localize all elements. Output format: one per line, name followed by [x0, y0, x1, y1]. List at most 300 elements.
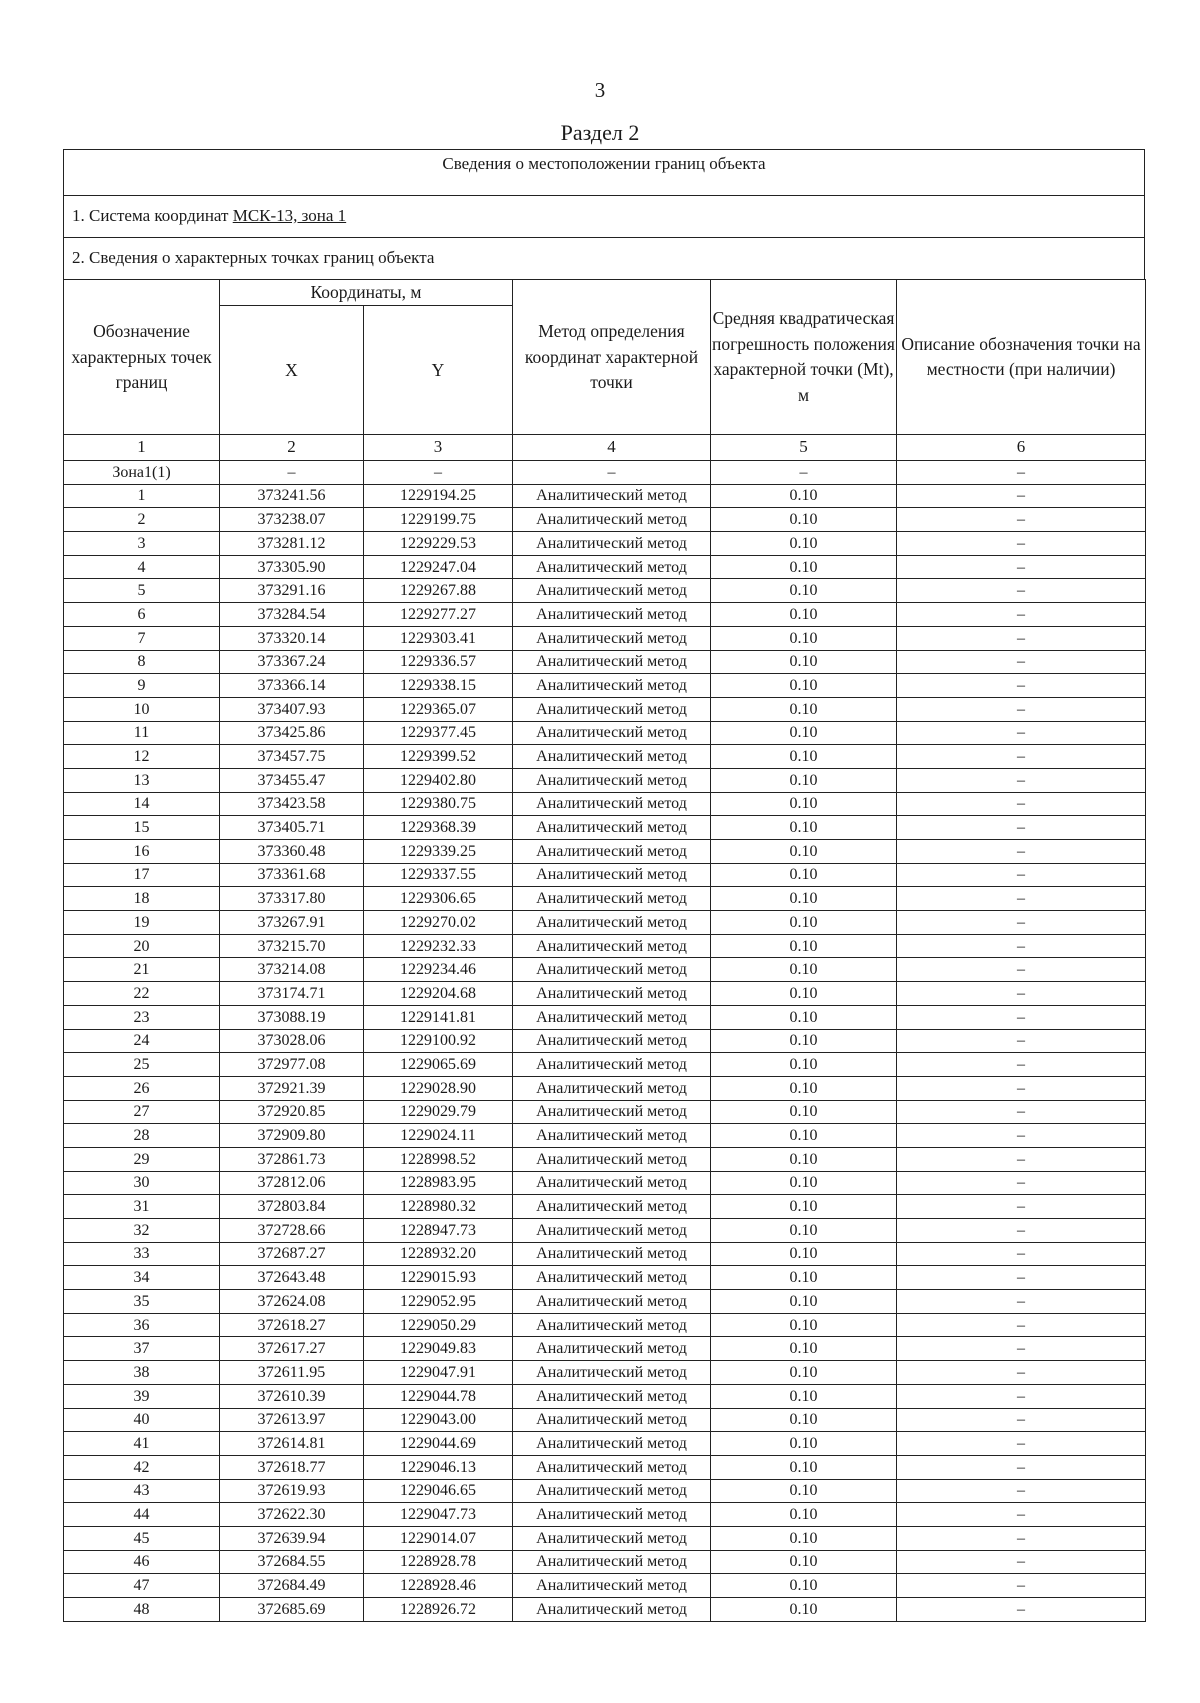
error-cell: 0.10 [711, 697, 897, 721]
table-row [64, 1361, 1146, 1385]
description-cell: – [897, 579, 1146, 603]
table-row [64, 1242, 1146, 1266]
error-cell: 0.10 [711, 650, 897, 674]
x-cell: 373317.80 [220, 887, 364, 911]
error-cell: 0.10 [711, 508, 897, 532]
y-cell: 1229194.25 [364, 484, 513, 508]
description-cell: – [897, 1100, 1146, 1124]
x-cell: 373028.06 [220, 1029, 364, 1053]
method-cell: Аналитический метод [513, 1053, 711, 1077]
y-cell: 1229399.52 [364, 745, 513, 769]
method-cell: Аналитический метод [513, 1005, 711, 1029]
y-cell: 1229365.07 [364, 697, 513, 721]
y-cell: 1229277.27 [364, 603, 513, 627]
x-cell: 373241.56 [220, 484, 364, 508]
point-id-cell: 3 [64, 532, 220, 556]
method-cell: Аналитический метод [513, 911, 711, 935]
table-row [64, 1432, 1146, 1456]
point-id-cell: 18 [64, 887, 220, 911]
method-cell: Аналитический метод [513, 1171, 711, 1195]
x-cell: 373407.93 [220, 697, 364, 721]
y-cell: 1229380.75 [364, 792, 513, 816]
table-row [64, 603, 1146, 627]
description-cell: – [897, 768, 1146, 792]
method-cell: Аналитический метод [513, 816, 711, 840]
point-id-cell: 10 [64, 697, 220, 721]
table-row [64, 768, 1146, 792]
error-cell: 0.10 [711, 1242, 897, 1266]
error-cell: 0.10 [711, 626, 897, 650]
description-cell: – [897, 1266, 1146, 1290]
error-cell: 0.10 [711, 1526, 897, 1550]
y-cell: 1228932.20 [364, 1242, 513, 1266]
y-cell: 1229046.65 [364, 1479, 513, 1503]
description-cell: – [897, 1455, 1146, 1479]
y-cell: 1229024.11 [364, 1124, 513, 1148]
point-id-cell: 6 [64, 603, 220, 627]
table-row [64, 1005, 1146, 1029]
point-id-cell: 23 [64, 1005, 220, 1029]
table-row [64, 1076, 1146, 1100]
error-cell: 0.10 [711, 1219, 897, 1243]
description-cell: – [897, 1029, 1146, 1053]
error-cell: 0.10 [711, 484, 897, 508]
y-cell: 1229049.83 [364, 1337, 513, 1361]
error-cell: 0.10 [711, 1124, 897, 1148]
point-id-cell: 34 [64, 1266, 220, 1290]
x-cell: 372622.30 [220, 1503, 364, 1527]
method-cell: Аналитический метод [513, 1313, 711, 1337]
point-id-cell: 46 [64, 1550, 220, 1574]
method-cell: Аналитический метод [513, 1100, 711, 1124]
method-cell: Аналитический метод [513, 934, 711, 958]
description-cell: – [897, 484, 1146, 508]
col-header-x: X [220, 306, 364, 435]
y-cell: 1229339.25 [364, 840, 513, 864]
col-header-y: Y [364, 306, 513, 435]
x-cell: 373457.75 [220, 745, 364, 769]
points-table [63, 279, 1146, 1622]
method-cell: Аналитический метод [513, 745, 711, 769]
point-id-cell: 11 [64, 721, 220, 745]
x-cell: 373281.12 [220, 532, 364, 556]
point-id-cell: 44 [64, 1503, 220, 1527]
y-cell: 1229267.88 [364, 579, 513, 603]
description-cell: – [897, 555, 1146, 579]
x-cell: 373320.14 [220, 626, 364, 650]
col-number: 2 [220, 435, 364, 461]
y-cell: 1229028.90 [364, 1076, 513, 1100]
method-cell: Аналитический метод [513, 484, 711, 508]
description-cell: – [897, 1384, 1146, 1408]
y-cell: 1229047.91 [364, 1361, 513, 1385]
point-id-cell: 41 [64, 1432, 220, 1456]
description-cell: – [897, 508, 1146, 532]
point-id-cell: 47 [64, 1574, 220, 1598]
point-id-cell: 35 [64, 1290, 220, 1314]
point-id-cell: 7 [64, 626, 220, 650]
table-row [64, 887, 1146, 911]
zone-row [64, 461, 1146, 485]
method-cell: Аналитический метод [513, 863, 711, 887]
method-cell: Аналитический метод [513, 674, 711, 698]
point-id-cell: 30 [64, 1171, 220, 1195]
table-title: Сведения о местоположении границ объекта [64, 150, 1144, 196]
error-cell: 0.10 [711, 887, 897, 911]
error-cell: 0.10 [711, 1598, 897, 1622]
y-cell: 1229052.95 [364, 1290, 513, 1314]
y-cell: 1229337.55 [364, 863, 513, 887]
description-cell: – [897, 721, 1146, 745]
y-cell: 1229402.80 [364, 768, 513, 792]
y-cell: 1228926.72 [364, 1598, 513, 1622]
error-cell: 0.10 [711, 1029, 897, 1053]
y-cell: 1229141.81 [364, 1005, 513, 1029]
description-cell: – [897, 1290, 1146, 1314]
point-id-cell: 21 [64, 958, 220, 982]
method-cell: Аналитический метод [513, 555, 711, 579]
table-row [64, 1124, 1146, 1148]
description-cell: – [897, 674, 1146, 698]
error-cell: 0.10 [711, 1147, 897, 1171]
y-cell: 1229303.41 [364, 626, 513, 650]
point-id-cell: 48 [64, 1598, 220, 1622]
table-row [64, 1408, 1146, 1432]
x-cell: 372803.84 [220, 1195, 364, 1219]
section-header-frame [63, 149, 1145, 280]
table-row [64, 982, 1146, 1006]
error-cell: 0.10 [711, 1053, 897, 1077]
description-cell: – [897, 982, 1146, 1006]
error-cell: 0.10 [711, 745, 897, 769]
y-cell: 1228980.32 [364, 1195, 513, 1219]
table-row [64, 958, 1146, 982]
y-cell: 1229050.29 [364, 1313, 513, 1337]
description-cell: – [897, 840, 1146, 864]
x-cell: 372617.27 [220, 1337, 364, 1361]
error-cell: 0.10 [711, 792, 897, 816]
table-row [64, 674, 1146, 698]
col-header-description: Описание обозначения точки на местности (при наличии) [897, 280, 1146, 435]
method-cell: Аналитический метод [513, 1550, 711, 1574]
y-cell: 1229306.65 [364, 887, 513, 911]
x-cell: 373360.48 [220, 840, 364, 864]
y-cell: 1229015.93 [364, 1266, 513, 1290]
method-cell: Аналитический метод [513, 1503, 711, 1527]
col-number: 6 [897, 435, 1146, 461]
description-cell: – [897, 1053, 1146, 1077]
method-cell: Аналитический метод [513, 1029, 711, 1053]
table-row [64, 1598, 1146, 1622]
method-cell: Аналитический метод [513, 1266, 711, 1290]
point-id-cell: 39 [64, 1384, 220, 1408]
table-row [64, 1219, 1146, 1243]
col-header-point: Обозначение характерных точек границ [64, 280, 220, 435]
error-cell: 0.10 [711, 579, 897, 603]
method-cell: Аналитический метод [513, 508, 711, 532]
error-cell: 0.10 [711, 1266, 897, 1290]
method-cell: Аналитический метод [513, 603, 711, 627]
point-id-cell: 24 [64, 1029, 220, 1053]
x-cell: 372643.48 [220, 1266, 364, 1290]
x-cell: 373361.68 [220, 863, 364, 887]
table-row [64, 650, 1146, 674]
method-cell: Аналитический метод [513, 1337, 711, 1361]
method-cell: Аналитический метод [513, 721, 711, 745]
point-id-cell: 33 [64, 1242, 220, 1266]
point-id-cell: 22 [64, 982, 220, 1006]
coord-system-label: 1. Система координат [72, 206, 233, 225]
error-cell: 0.10 [711, 1290, 897, 1314]
description-cell: – [897, 1503, 1146, 1527]
description-cell: – [897, 1408, 1146, 1432]
description-cell: – [897, 603, 1146, 627]
point-id-cell: 9 [64, 674, 220, 698]
method-cell: Аналитический метод [513, 958, 711, 982]
y-cell: 1229377.45 [364, 721, 513, 745]
zone-error: – [711, 461, 897, 485]
description-cell: – [897, 911, 1146, 935]
table-row [64, 840, 1146, 864]
col-number: 3 [364, 435, 513, 461]
method-cell: Аналитический метод [513, 1147, 711, 1171]
method-cell: Аналитический метод [513, 532, 711, 556]
table-row [64, 579, 1146, 603]
description-cell: – [897, 887, 1146, 911]
error-cell: 0.10 [711, 863, 897, 887]
table-row [64, 1147, 1146, 1171]
method-cell: Аналитический метод [513, 1290, 711, 1314]
table-row [64, 1029, 1146, 1053]
x-cell: 372614.81 [220, 1432, 364, 1456]
table-row [64, 1337, 1146, 1361]
method-cell: Аналитический метод [513, 1242, 711, 1266]
description-cell: – [897, 792, 1146, 816]
description-cell: – [897, 1479, 1146, 1503]
y-cell: 1228998.52 [364, 1147, 513, 1171]
y-cell: 1229043.00 [364, 1408, 513, 1432]
method-cell: Аналитический метод [513, 1219, 711, 1243]
point-id-cell: 29 [64, 1147, 220, 1171]
description-cell: – [897, 1574, 1146, 1598]
col-header-coords: Координаты, м [220, 280, 513, 306]
description-cell: – [897, 1361, 1146, 1385]
description-cell: – [897, 958, 1146, 982]
y-cell: 1229247.04 [364, 555, 513, 579]
error-cell: 0.10 [711, 674, 897, 698]
error-cell: 0.10 [711, 1313, 897, 1337]
point-id-cell: 2 [64, 508, 220, 532]
y-cell: 1229029.79 [364, 1100, 513, 1124]
point-id-cell: 26 [64, 1076, 220, 1100]
method-cell: Аналитический метод [513, 1408, 711, 1432]
y-cell: 1229047.73 [364, 1503, 513, 1527]
description-cell: – [897, 934, 1146, 958]
method-cell: Аналитический метод [513, 697, 711, 721]
error-cell: 0.10 [711, 1455, 897, 1479]
error-cell: 0.10 [711, 958, 897, 982]
table-row [64, 1503, 1146, 1527]
x-cell: 372921.39 [220, 1076, 364, 1100]
x-cell: 372624.08 [220, 1290, 364, 1314]
table-row [64, 816, 1146, 840]
zone-description: – [897, 461, 1146, 485]
table-row [64, 1266, 1146, 1290]
method-cell: Аналитический метод [513, 768, 711, 792]
point-id-cell: 38 [64, 1361, 220, 1385]
y-cell: 1229199.75 [364, 508, 513, 532]
x-cell: 373455.47 [220, 768, 364, 792]
y-cell: 1229232.33 [364, 934, 513, 958]
method-cell: Аналитический метод [513, 1076, 711, 1100]
y-cell: 1229368.39 [364, 816, 513, 840]
table-row [64, 1053, 1146, 1077]
x-cell: 372861.73 [220, 1147, 364, 1171]
x-cell: 372684.49 [220, 1574, 364, 1598]
point-id-cell: 4 [64, 555, 220, 579]
method-cell: Аналитический метод [513, 1598, 711, 1622]
description-cell: – [897, 1242, 1146, 1266]
y-cell: 1229014.07 [364, 1526, 513, 1550]
description-cell: – [897, 1005, 1146, 1029]
table-row [64, 792, 1146, 816]
error-cell: 0.10 [711, 1574, 897, 1598]
x-cell: 373291.16 [220, 579, 364, 603]
y-cell: 1229046.13 [364, 1455, 513, 1479]
point-id-cell: 42 [64, 1455, 220, 1479]
description-cell: – [897, 1171, 1146, 1195]
x-cell: 373238.07 [220, 508, 364, 532]
x-cell: 373214.08 [220, 958, 364, 982]
description-cell: – [897, 1337, 1146, 1361]
description-cell: – [897, 1313, 1146, 1337]
point-id-cell: 45 [64, 1526, 220, 1550]
method-cell: Аналитический метод [513, 792, 711, 816]
description-cell: – [897, 1526, 1146, 1550]
point-id-cell: 28 [64, 1124, 220, 1148]
point-id-cell: 25 [64, 1053, 220, 1077]
description-cell: – [897, 1598, 1146, 1622]
x-cell: 373174.71 [220, 982, 364, 1006]
y-cell: 1229044.78 [364, 1384, 513, 1408]
table-row [64, 1526, 1146, 1550]
x-cell: 372728.66 [220, 1219, 364, 1243]
table-row [64, 697, 1146, 721]
table-row [64, 1100, 1146, 1124]
table-row [64, 745, 1146, 769]
x-cell: 373215.70 [220, 934, 364, 958]
point-id-cell: 19 [64, 911, 220, 935]
point-id-cell: 27 [64, 1100, 220, 1124]
point-id-cell: 17 [64, 863, 220, 887]
error-cell: 0.10 [711, 1195, 897, 1219]
y-cell: 1229044.69 [364, 1432, 513, 1456]
x-cell: 372611.95 [220, 1361, 364, 1385]
zone-x: – [220, 461, 364, 485]
description-cell: – [897, 816, 1146, 840]
point-id-cell: 36 [64, 1313, 220, 1337]
table-row [64, 532, 1146, 556]
table-row [64, 484, 1146, 508]
x-cell: 372812.06 [220, 1171, 364, 1195]
error-cell: 0.10 [711, 1408, 897, 1432]
x-cell: 372618.77 [220, 1455, 364, 1479]
error-cell: 0.10 [711, 1384, 897, 1408]
x-cell: 372613.97 [220, 1408, 364, 1432]
y-cell: 1229270.02 [364, 911, 513, 935]
table-row [64, 863, 1146, 887]
col-number: 1 [64, 435, 220, 461]
description-cell: – [897, 863, 1146, 887]
x-cell: 372639.94 [220, 1526, 364, 1550]
zone-label: Зона1(1) [64, 461, 220, 485]
error-cell: 0.10 [711, 768, 897, 792]
error-cell: 0.10 [711, 603, 897, 627]
col-header-error: Средняя квадратическая погрешность положения характерной точки (Mt), м [711, 280, 897, 435]
x-cell: 373267.91 [220, 911, 364, 935]
description-cell: – [897, 532, 1146, 556]
error-cell: 0.10 [711, 555, 897, 579]
x-cell: 373405.71 [220, 816, 364, 840]
x-cell: 372920.85 [220, 1100, 364, 1124]
method-cell: Аналитический метод [513, 1361, 711, 1385]
y-cell: 1229100.92 [364, 1029, 513, 1053]
error-cell: 0.10 [711, 1005, 897, 1029]
method-cell: Аналитический метод [513, 887, 711, 911]
y-cell: 1229065.69 [364, 1053, 513, 1077]
table-row [64, 721, 1146, 745]
error-cell: 0.10 [711, 532, 897, 556]
page-number: 3 [594, 78, 606, 102]
method-cell: Аналитический метод [513, 626, 711, 650]
method-cell: Аналитический метод [513, 1432, 711, 1456]
y-cell: 1228983.95 [364, 1171, 513, 1195]
point-id-cell: 15 [64, 816, 220, 840]
section-title: Раздел 2 [560, 120, 640, 145]
table-row [64, 555, 1146, 579]
error-cell: 0.10 [711, 1479, 897, 1503]
error-cell: 0.10 [711, 1100, 897, 1124]
x-cell: 373367.24 [220, 650, 364, 674]
x-cell: 372618.27 [220, 1313, 364, 1337]
point-id-cell: 16 [64, 840, 220, 864]
method-cell: Аналитический метод [513, 1526, 711, 1550]
point-id-cell: 20 [64, 934, 220, 958]
col-number: 4 [513, 435, 711, 461]
point-id-cell: 14 [64, 792, 220, 816]
error-cell: 0.10 [711, 1337, 897, 1361]
x-cell: 372685.69 [220, 1598, 364, 1622]
error-cell: 0.10 [711, 1171, 897, 1195]
method-cell: Аналитический метод [513, 1455, 711, 1479]
table-row [64, 1290, 1146, 1314]
method-cell: Аналитический метод [513, 982, 711, 1006]
error-cell: 0.10 [711, 934, 897, 958]
point-id-cell: 5 [64, 579, 220, 603]
error-cell: 0.10 [711, 816, 897, 840]
error-cell: 0.10 [711, 1076, 897, 1100]
point-id-cell: 8 [64, 650, 220, 674]
description-cell: – [897, 697, 1146, 721]
method-cell: Аналитический метод [513, 650, 711, 674]
y-cell: 1228947.73 [364, 1219, 513, 1243]
description-cell: – [897, 1550, 1146, 1574]
point-id-cell: 12 [64, 745, 220, 769]
point-id-cell: 40 [64, 1408, 220, 1432]
description-cell: – [897, 1076, 1146, 1100]
y-cell: 1229336.57 [364, 650, 513, 674]
x-cell: 373305.90 [220, 555, 364, 579]
